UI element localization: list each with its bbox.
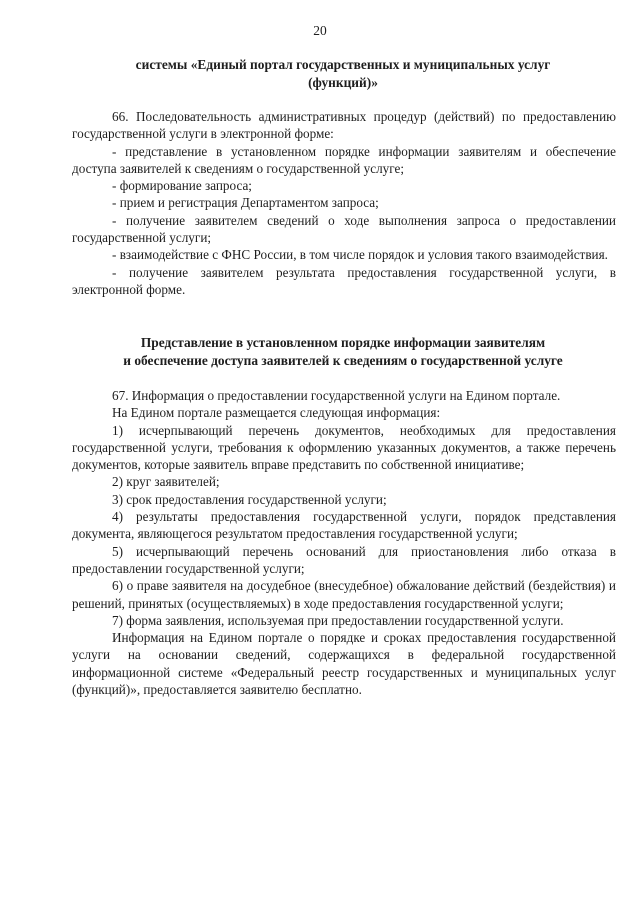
paragraph: 3) срок предоставления государственной услуги; <box>112 491 387 507</box>
paragraph: 66. Последовательность административных процедур (действий) по предоставлению государственной услуги в электронной форме: <box>72 109 616 142</box>
section-67 <box>72 387 616 698</box>
paragraph: 1) исчерпывающий перечень документов, необходимых для предоставления государственной услуги, требования к оформлению указанных документов, а также перечень документов, которые заявитель вправе представить по собственной инициативе; <box>72 422 616 473</box>
paragraph: Информация на Едином портале о порядке и сроках предоставления государственной услуги на основании сведений, содержащихся в федеральной государственной информационной системе «Федеральный реестр государственных и муниципальных услуг (функций)», предоставляется заявителю бесплатно. <box>72 630 616 698</box>
paragraph: - прием и регистрация Департаментом запроса; <box>112 195 379 211</box>
heading-line: и обеспечение доступа заявителей к сведениям о государственной услуге <box>123 352 563 368</box>
paragraph: - взаимодействие с ФНС России, в том числе порядок и условия такого взаимодействия. <box>112 247 608 263</box>
heading-line: системы «Единый портал государственных и муниципальных услуг <box>135 57 551 72</box>
page-number: 20 <box>313 23 327 38</box>
section-heading-portal <box>70 56 616 91</box>
paragraph: 4) результаты предоставления государственной услуги, порядок представления документа, являющегося результатом предоставления государственной услуги; <box>72 509 616 542</box>
paragraph: - получение заявителем результата предоставления государственной услуги, в электронной форме. <box>72 264 616 297</box>
paragraph: - формирование запроса; <box>112 178 252 194</box>
paragraph: - получение заявителем сведений о ходе выполнения запроса о предоставлении государственной услуги; <box>72 212 616 246</box>
section-66 <box>72 108 616 298</box>
paragraph: 67. Информация о предоставлении государственной услуги на Едином портале. <box>112 388 561 403</box>
paragraph: 7) форма заявления, используемая при предоставлении государственной услуги. <box>112 612 564 628</box>
heading-line: Представление в установленном порядке информации заявителям <box>140 335 546 350</box>
paragraph: - представление в установленном порядке информации заявителям и обеспечение доступа заявителей к сведениям о государственной услуге; <box>72 143 616 176</box>
paragraph: 5) исчерпывающий перечень оснований для приостановления либо отказа в предоставлении государственной услуги; <box>72 543 616 576</box>
paragraph: На Едином портале размещается следующая информация: <box>112 405 441 421</box>
section-heading-information <box>70 334 616 369</box>
heading-line: (функций)» <box>308 74 378 90</box>
paragraph: 2) круг заявителей; <box>112 474 220 490</box>
paragraph: 6) о праве заявителя на досудебное (внесудебное) обжалование действий (бездействия) и решений, принятых (осуществляемых) в ходе предоставления государственной услуги; <box>72 578 616 611</box>
